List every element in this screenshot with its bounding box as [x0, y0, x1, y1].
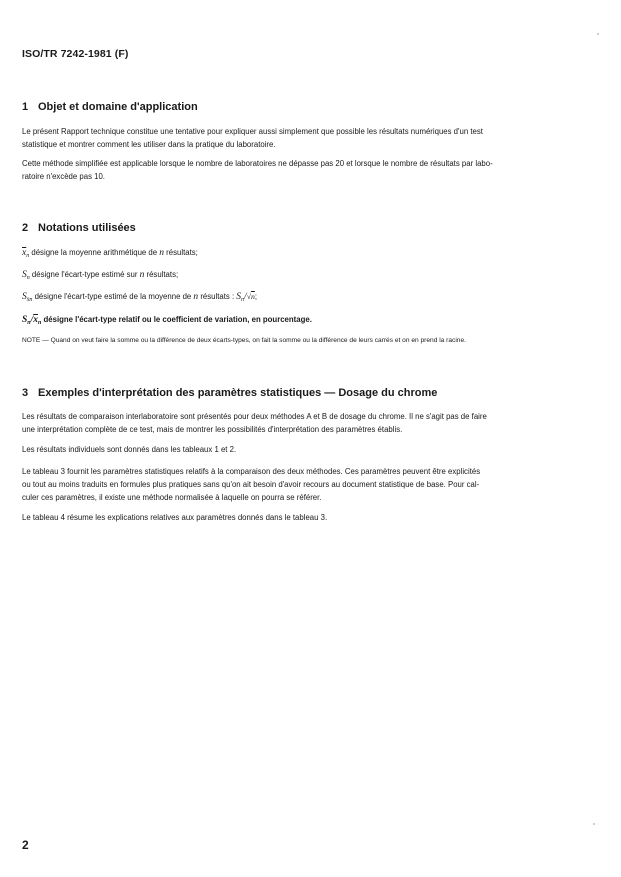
section-3-paragraph-1: [22, 410, 562, 436]
symbol-subscript: n: [26, 253, 30, 259]
text-line: culer ces paramètres, il existe une méthode normalisée à laquelle on pourra se référer.: [22, 493, 322, 502]
symbol-x-bar: $\overline{x}$: [22, 248, 27, 258]
variable-n: n: [159, 248, 164, 258]
square-root: √n: [246, 292, 255, 301]
definition-relative-std-dev: [22, 313, 562, 330]
section-title: Exemples d'interprétation des paramètres statistiques — Dosage du chrome: [38, 387, 438, 399]
symbol-subscript: n: [38, 320, 42, 326]
section-1-paragraph-2: [22, 157, 562, 183]
text-line: Les résultats individuels sont donnés dans les tableaux 1 et 2.: [22, 445, 237, 454]
text-line: ratoire n'excède pas 10.: [22, 172, 105, 181]
section-number: 1: [22, 101, 29, 113]
text-line: Cette méthode simplifiée est applicable lorsque le nombre de laboratoires ne dépasse pas 20 et lorsque le nombre de résultats par labo-: [22, 159, 493, 168]
scan-speck: [593, 823, 595, 825]
document-reference: ISO/TR 7242-1981 (F): [22, 48, 129, 60]
symbol-subscript: x̄n: [26, 297, 33, 303]
symbol-s: S: [22, 292, 27, 302]
definition-text: résultats;: [164, 248, 198, 257]
definition-text: résultats :: [198, 292, 237, 301]
definition-text: désigne la moyenne arithmétique de: [29, 248, 160, 257]
symbol-s: S: [22, 270, 27, 280]
section-1-paragraph-1: [22, 125, 562, 151]
formula-slash: /: [244, 292, 247, 302]
symbol-subscript: n: [26, 275, 30, 281]
page-number: 2: [22, 838, 29, 852]
symbol-subscript: n: [27, 320, 31, 326]
definition-std-dev-mean: [22, 290, 562, 307]
text-line: statistique et montrer comment les utiliser dans la pratique du laboratoire.: [22, 140, 276, 149]
formula-slash: /: [30, 315, 34, 325]
text-line: une interprétation complète de ce test, mais de montrer les possibilités d'interprétation des paramètres établis.: [22, 425, 403, 434]
formula-subscript: n: [241, 297, 245, 303]
section-title: Objet et domaine d'application: [38, 101, 198, 113]
section-number: 2: [22, 222, 29, 234]
section-title: Notations utilisées: [38, 222, 136, 234]
text-line: Le présent Rapport technique constitue une tentative pour expliquer aussi simplement que possible les résultats numériques d'un test: [22, 127, 483, 136]
section-3-paragraph-3: [22, 465, 562, 504]
radicand: n: [250, 292, 255, 301]
text-line: Le tableau 4 résume les explications relatives aux paramètres donnés dans le tableau 3.: [22, 513, 328, 522]
formula-end: ;: [254, 292, 258, 301]
definition-text: désigne l'écart-type relatif ou le coefficient de variation, en pourcentage.: [41, 315, 312, 324]
scan-speck: [597, 33, 599, 35]
section-number: 3: [22, 387, 29, 399]
definition-text: désigne l'écart-type estimé sur: [29, 270, 140, 279]
section-2-heading: [22, 222, 136, 234]
symbol-s: S: [22, 315, 28, 325]
definition-text: résultats;: [144, 270, 179, 279]
symbol-x-bar: $\overline{x}$: [33, 315, 39, 325]
section-3-paragraph-4: [22, 511, 562, 524]
text-line: ou tout au moins traduits en formules plus pratiques sans qu'on ait besoin d'avoir recours au document statistique de base. Pour cal-: [22, 480, 480, 489]
variable-n: n: [193, 292, 199, 302]
section-3-paragraph-2: [22, 443, 562, 456]
definition-std-dev: [22, 268, 562, 285]
definition-mean: [22, 246, 562, 263]
text-line: Les résultats de comparaison interlaboratoire sont présentés pour deux méthodes A et B de dosage du chrome. Il ne s'agit pas de faire: [22, 412, 487, 421]
variable-n: n: [139, 270, 145, 280]
text-line: Le tableau 3 fournit les paramètres statistiques relatifs à la comparaison des deux méthodes. Ces paramètres peuvent être explicités: [22, 467, 481, 476]
formula-numerator: S: [236, 292, 242, 302]
definition-text: désigne l'écart-type estimé de la moyenne de: [32, 292, 194, 301]
note: NOTE — Quand on veut faire la somme ou la différence de deux écarts-types, on fait la somme ou la différence de leurs carrés et on en prend la racine.: [22, 337, 466, 344]
section-3-heading: [22, 387, 437, 399]
section-1-heading: [22, 101, 198, 113]
